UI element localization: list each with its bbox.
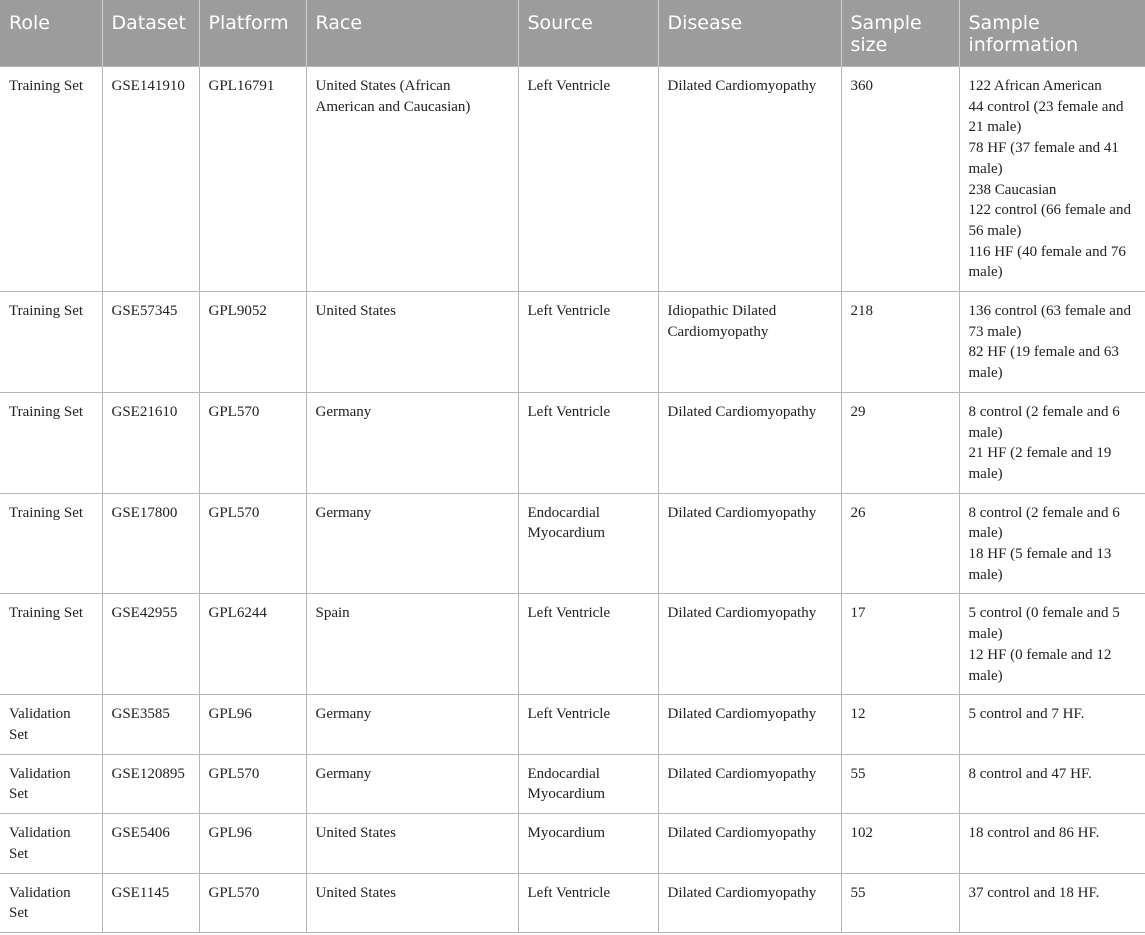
sample-size-cell: 17 bbox=[841, 594, 959, 695]
sample-information-cell bbox=[959, 392, 1145, 493]
sample-information-line: 37 control and 18 HF. bbox=[968, 884, 1100, 901]
race-cell: United States bbox=[306, 814, 518, 873]
race-cell: United States bbox=[306, 292, 518, 393]
sample-information-cell bbox=[959, 292, 1145, 393]
platform-cell: GPL9052 bbox=[199, 292, 306, 393]
sample-information-line: 78 HF (37 female and 41 male) bbox=[968, 140, 1119, 177]
col-race-header: Race bbox=[306, 0, 518, 67]
sample-information-line: 8 control and 47 HF. bbox=[968, 765, 1092, 782]
source-cell: Endocardial Myocardium bbox=[518, 493, 658, 594]
col-disease-header: Disease bbox=[658, 0, 841, 67]
sample-information-line: 5 control (0 female and 5 male) bbox=[968, 605, 1120, 643]
disease-cell: Dilated Cardiomyopathy bbox=[658, 754, 841, 813]
sample-information-cell bbox=[959, 594, 1145, 695]
platform-cell: GPL16791 bbox=[199, 67, 306, 292]
role-cell: Validation Set bbox=[0, 873, 102, 932]
role-cell: Training Set bbox=[0, 493, 102, 594]
sample-information-cell bbox=[959, 754, 1145, 813]
col-sample-information-header: Sample information bbox=[959, 0, 1145, 67]
sample-information-cell bbox=[959, 695, 1145, 754]
role-cell: Training Set bbox=[0, 67, 102, 292]
sample-information-line: 122 control (66 female and 56 male) bbox=[968, 202, 1131, 239]
header-row bbox=[0, 0, 1145, 67]
sample-information-line: 12 HF (0 female and 12 male) bbox=[968, 646, 1112, 684]
sample-size-cell: 55 bbox=[841, 873, 959, 932]
disease-cell: Dilated Cardiomyopathy bbox=[658, 814, 841, 873]
sample-size-cell: 12 bbox=[841, 695, 959, 754]
sample-information-line: 8 control (2 female and 6 male) bbox=[968, 504, 1120, 542]
sample-size-cell: 55 bbox=[841, 754, 959, 813]
dataset-cell: GSE42955 bbox=[102, 594, 199, 695]
race-cell: United States bbox=[306, 873, 518, 932]
dataset-cell: GSE5406 bbox=[102, 814, 199, 873]
col-source-header: Source bbox=[518, 0, 658, 67]
sample-information-line: 238 Caucasian bbox=[968, 181, 1057, 198]
dataset-cell: GSE120895 bbox=[102, 754, 199, 813]
dataset-cell: GSE141910 bbox=[102, 67, 199, 292]
table-row bbox=[0, 873, 1145, 932]
table-row bbox=[0, 392, 1145, 493]
sample-information-line: 44 control (23 female and 21 male) bbox=[968, 98, 1124, 136]
table-row bbox=[0, 493, 1145, 594]
source-cell: Left Ventricle bbox=[518, 392, 658, 493]
disease-cell: Dilated Cardiomyopathy bbox=[658, 493, 841, 594]
platform-cell: GPL570 bbox=[199, 392, 306, 493]
sample-size-cell: 29 bbox=[841, 392, 959, 493]
sample-information-line: 18 HF (5 female and 13 male) bbox=[968, 546, 1112, 583]
platform-cell: GPL570 bbox=[199, 493, 306, 594]
disease-cell: Dilated Cardiomyopathy bbox=[658, 873, 841, 932]
table-row bbox=[0, 695, 1145, 754]
disease-cell: Dilated Cardiomyopathy bbox=[658, 594, 841, 695]
role-cell: Validation Set bbox=[0, 754, 102, 813]
sample-size-cell: 102 bbox=[841, 814, 959, 873]
platform-cell: GPL6244 bbox=[199, 594, 306, 695]
sample-information-line: 122 African American bbox=[968, 78, 1102, 94]
source-cell: Left Ventricle bbox=[518, 695, 658, 754]
col-platform-header: Platform bbox=[199, 0, 306, 67]
dataset-cell: GSE1145 bbox=[102, 873, 199, 932]
sample-size-cell: 26 bbox=[841, 493, 959, 594]
source-cell: Left Ventricle bbox=[518, 594, 658, 695]
sample-information-cell bbox=[959, 493, 1145, 594]
sample-information-line: 136 control (63 female and 73 male) bbox=[968, 303, 1131, 340]
table-row bbox=[0, 67, 1145, 292]
platform-cell: GPL570 bbox=[199, 873, 306, 932]
source-cell: Endocardial Myocardium bbox=[518, 754, 658, 813]
sample-size-cell: 218 bbox=[841, 292, 959, 393]
role-cell: Training Set bbox=[0, 292, 102, 393]
race-cell: United States (African American and Caucasian) bbox=[306, 67, 518, 292]
race-cell: Germany bbox=[306, 392, 518, 493]
role-cell: Training Set bbox=[0, 594, 102, 695]
disease-cell: Dilated Cardiomyopathy bbox=[658, 67, 841, 292]
table-row bbox=[0, 754, 1145, 813]
table-body bbox=[0, 67, 1145, 933]
dataset-cell: GSE57345 bbox=[102, 292, 199, 393]
disease-cell: Dilated Cardiomyopathy bbox=[658, 392, 841, 493]
source-cell: Left Ventricle bbox=[518, 67, 658, 292]
disease-cell: Dilated Cardiomyopathy bbox=[658, 695, 841, 754]
sample-information-line: 21 HF (2 female and 19 male) bbox=[968, 445, 1112, 482]
role-cell: Validation Set bbox=[0, 814, 102, 873]
dataset-cell: GSE3585 bbox=[102, 695, 199, 754]
source-cell: Myocardium bbox=[518, 814, 658, 873]
dataset-cell: GSE21610 bbox=[102, 392, 199, 493]
dataset-cell: GSE17800 bbox=[102, 493, 199, 594]
col-sample-size-header: Sample size bbox=[841, 0, 959, 67]
race-cell: Germany bbox=[306, 695, 518, 754]
role-cell: Training Set bbox=[0, 392, 102, 493]
source-cell: Left Ventricle bbox=[518, 873, 658, 932]
sample-information-cell bbox=[959, 67, 1145, 292]
race-cell: Spain bbox=[306, 594, 518, 695]
race-cell: Germany bbox=[306, 493, 518, 594]
col-dataset-header: Dataset bbox=[102, 0, 199, 67]
sample-information-cell bbox=[959, 814, 1145, 873]
platform-cell: GPL96 bbox=[199, 695, 306, 754]
platform-cell: GPL570 bbox=[199, 754, 306, 813]
table-row bbox=[0, 814, 1145, 873]
sample-information-line: 116 HF (40 female and 76 male) bbox=[968, 243, 1126, 281]
race-cell: Germany bbox=[306, 754, 518, 813]
sample-information-line: 82 HF (19 female and 63 male) bbox=[968, 344, 1119, 382]
sample-information-line: 18 control and 86 HF. bbox=[968, 825, 1100, 842]
role-cell: Validation Set bbox=[0, 695, 102, 754]
table-row bbox=[0, 292, 1145, 393]
col-role-header: Role bbox=[0, 0, 102, 67]
table-row bbox=[0, 594, 1145, 695]
sample-information-line: 5 control and 7 HF. bbox=[968, 706, 1085, 723]
disease-cell: Idiopathic Dilated Cardiomyopathy bbox=[658, 292, 841, 393]
sample-information-line: 8 control (2 female and 6 male) bbox=[968, 403, 1120, 441]
sample-information-cell bbox=[959, 873, 1145, 932]
sample-size-cell: 360 bbox=[841, 67, 959, 292]
source-cell: Left Ventricle bbox=[518, 292, 658, 393]
platform-cell: GPL96 bbox=[199, 814, 306, 873]
